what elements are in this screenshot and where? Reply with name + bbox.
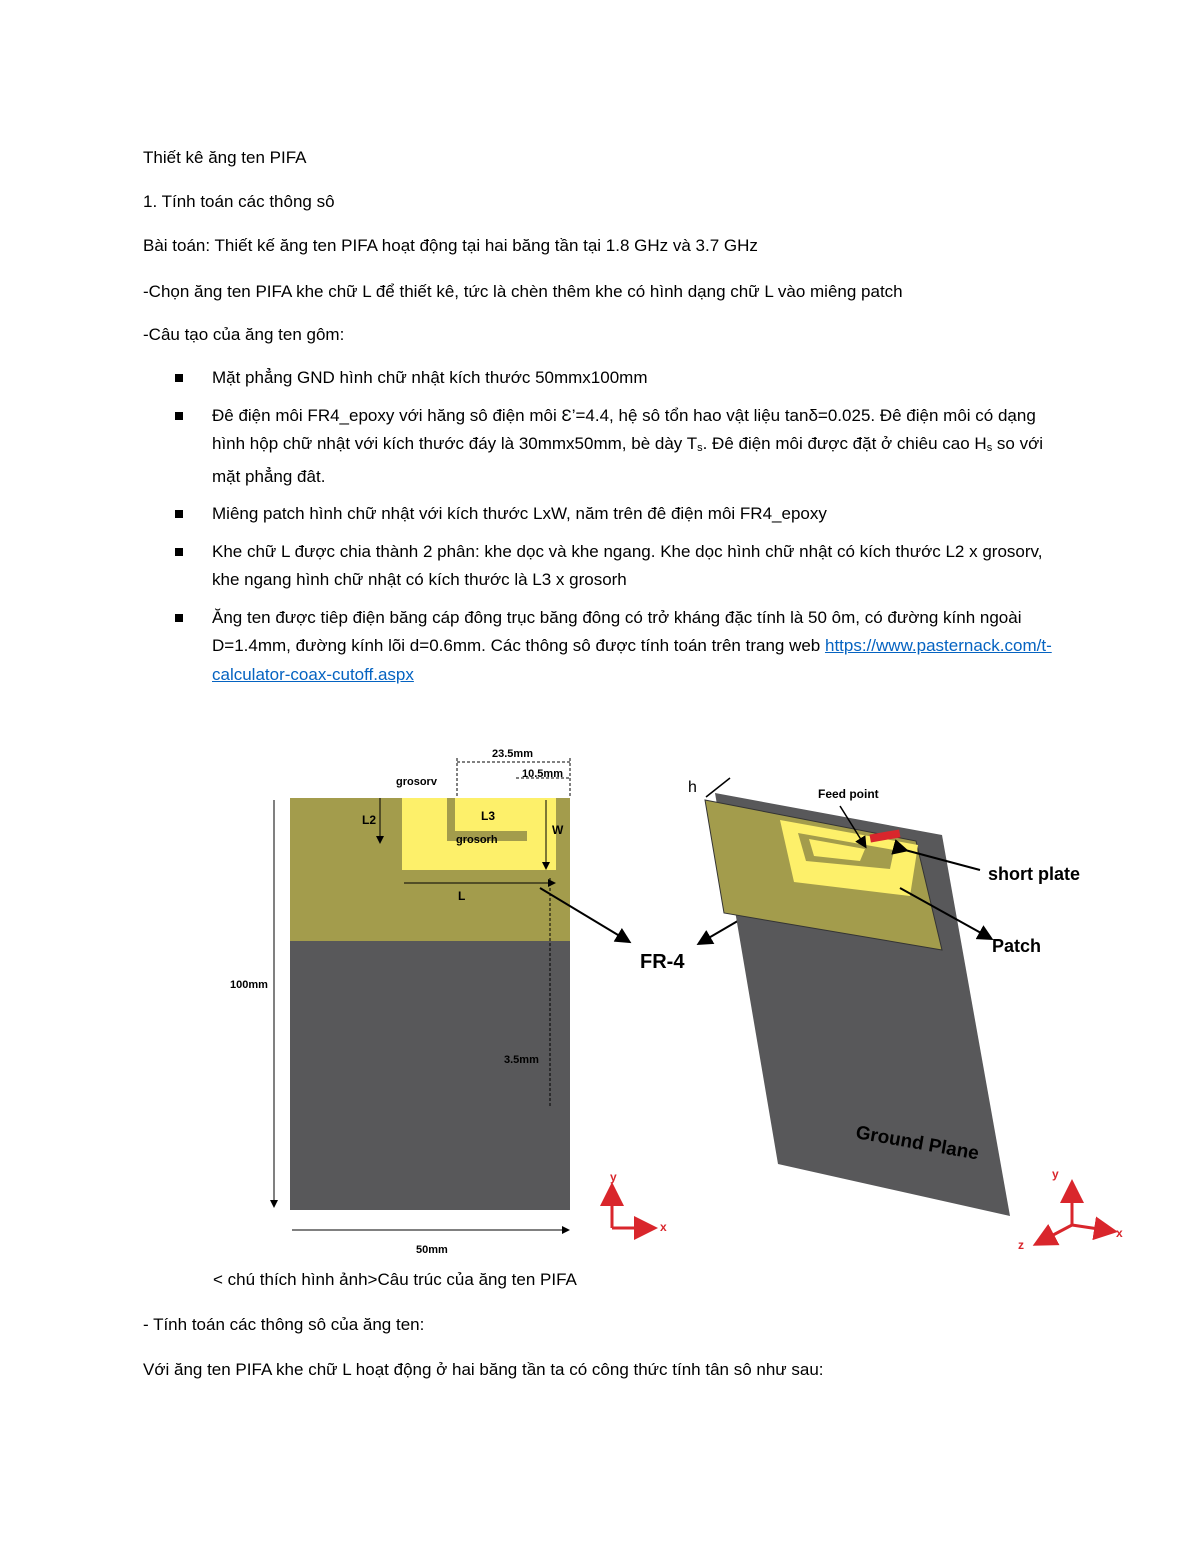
short-plate-label: short plate (988, 864, 1081, 884)
formula-intro: Với ăng ten PIFA khe chữ L hoạt động ở hai băng tần ta có công thức tính tân sô như sau: (143, 1360, 824, 1379)
dim-3-5: 3.5mm (504, 1054, 539, 1066)
dim-50: 50mm (416, 1244, 448, 1256)
grosorv-label: grosorv (396, 776, 437, 788)
axis-x-left: x (660, 1220, 667, 1234)
component-list (172, 364, 1062, 698)
patch-label: Patch (992, 936, 1042, 956)
section-heading: 1. Tính toán các thông sô (143, 192, 335, 211)
L-label: L (458, 889, 466, 903)
doc-title: Thiết kê ăng ten PIFA (143, 148, 307, 167)
axis-z-right: z (1018, 1238, 1024, 1252)
square-bullet-icon (175, 510, 183, 518)
ground-plane-rect (290, 940, 570, 1210)
choose-text: -Chọn ăng ten PIFA khe chữ L để thiết kê, tức là chèn thêm khe có hình dạng chữ L vào miêng patch (143, 282, 903, 301)
list-item: Khe chữ L được chia thành 2 phân: khe dọc và khe ngang. Khe dọc hình chữ nhật có kích thước L2 x grosorv, khe ngang hình chữ nhật có kích thước là L3 x grosorh (172, 538, 1062, 595)
pasternack-link[interactable]: https://www.pasternack.com/t-calculator-coax-cutoff.aspx (212, 636, 1052, 684)
problem-statement: Bài toán: Thiết kế ăng ten PIFA hoạt động tại hai băng tần tại 1.8 GHz và 3.7 GHz (143, 236, 758, 255)
L2-label: L2 (362, 813, 377, 827)
dim-23-5: 23.5mm (492, 748, 533, 760)
vertical-slot (447, 798, 455, 835)
ground-plane-label: Ground Plane (854, 1122, 981, 1165)
figure-caption: < chú thích hình ảnh>Câu trúc của ăng ten PIFA (213, 1270, 577, 1289)
square-bullet-icon (175, 614, 183, 622)
list-item: Miêng patch hình chữ nhật với kích thước LxW, năm trên đê điện môi FR4_epoxy (172, 500, 1062, 529)
h-label: h (688, 779, 697, 796)
list-item: Ăng ten được tiêp điện băng cáp đông trục băng đông có trở kháng đặc tính là 50 ôm, có đường kính ngoài D=1.4mm, đường kính lõi d=0.6mm. Các thông sô được tính toán trên trang web https://www.pasternack.com/t-calculator-coax-cutoff.aspx (172, 604, 1062, 690)
pifa-structure-figure (200, 738, 1140, 1268)
square-bullet-icon (175, 412, 183, 420)
pifa-diagram (200, 738, 1140, 1268)
feed-point-label: Feed point (818, 787, 879, 801)
axis-y-left: y (610, 1170, 617, 1184)
dim-10-5: 10.5mm (522, 768, 563, 780)
list-item: Mặt phẳng GND hình chữ nhật kích thước 50mmx100mm (172, 364, 1062, 393)
structure-heading: -Câu tạo của ăng ten gôm: (143, 325, 345, 344)
W-label: W (552, 823, 564, 837)
list-item: Đê điện môi FR4_epoxy với hăng sô điện môi Ɛ’=4.4, hệ sô tổn hao vật liệu tanδ=0.025. Đê điện môi có dạng hình hộp chữ nhật với kích thước đáy là 30mmx50mm, bè dày Ts. Đê điện môi được đặt ở chiêu cao Hs so với mặt phẳng đât. (172, 402, 1062, 492)
axis-y-right: y (1052, 1167, 1059, 1181)
square-bullet-icon (175, 548, 183, 556)
calc-heading: - Tính toán các thông sô của ăng ten: (143, 1315, 425, 1334)
fr4-label: FR-4 (640, 951, 685, 973)
axis-x-right: x (1116, 1226, 1123, 1240)
grosorh-label: grosorh (456, 834, 498, 846)
L3-label: L3 (481, 809, 496, 823)
dim-100: 100mm (230, 979, 268, 991)
square-bullet-icon (175, 374, 183, 382)
